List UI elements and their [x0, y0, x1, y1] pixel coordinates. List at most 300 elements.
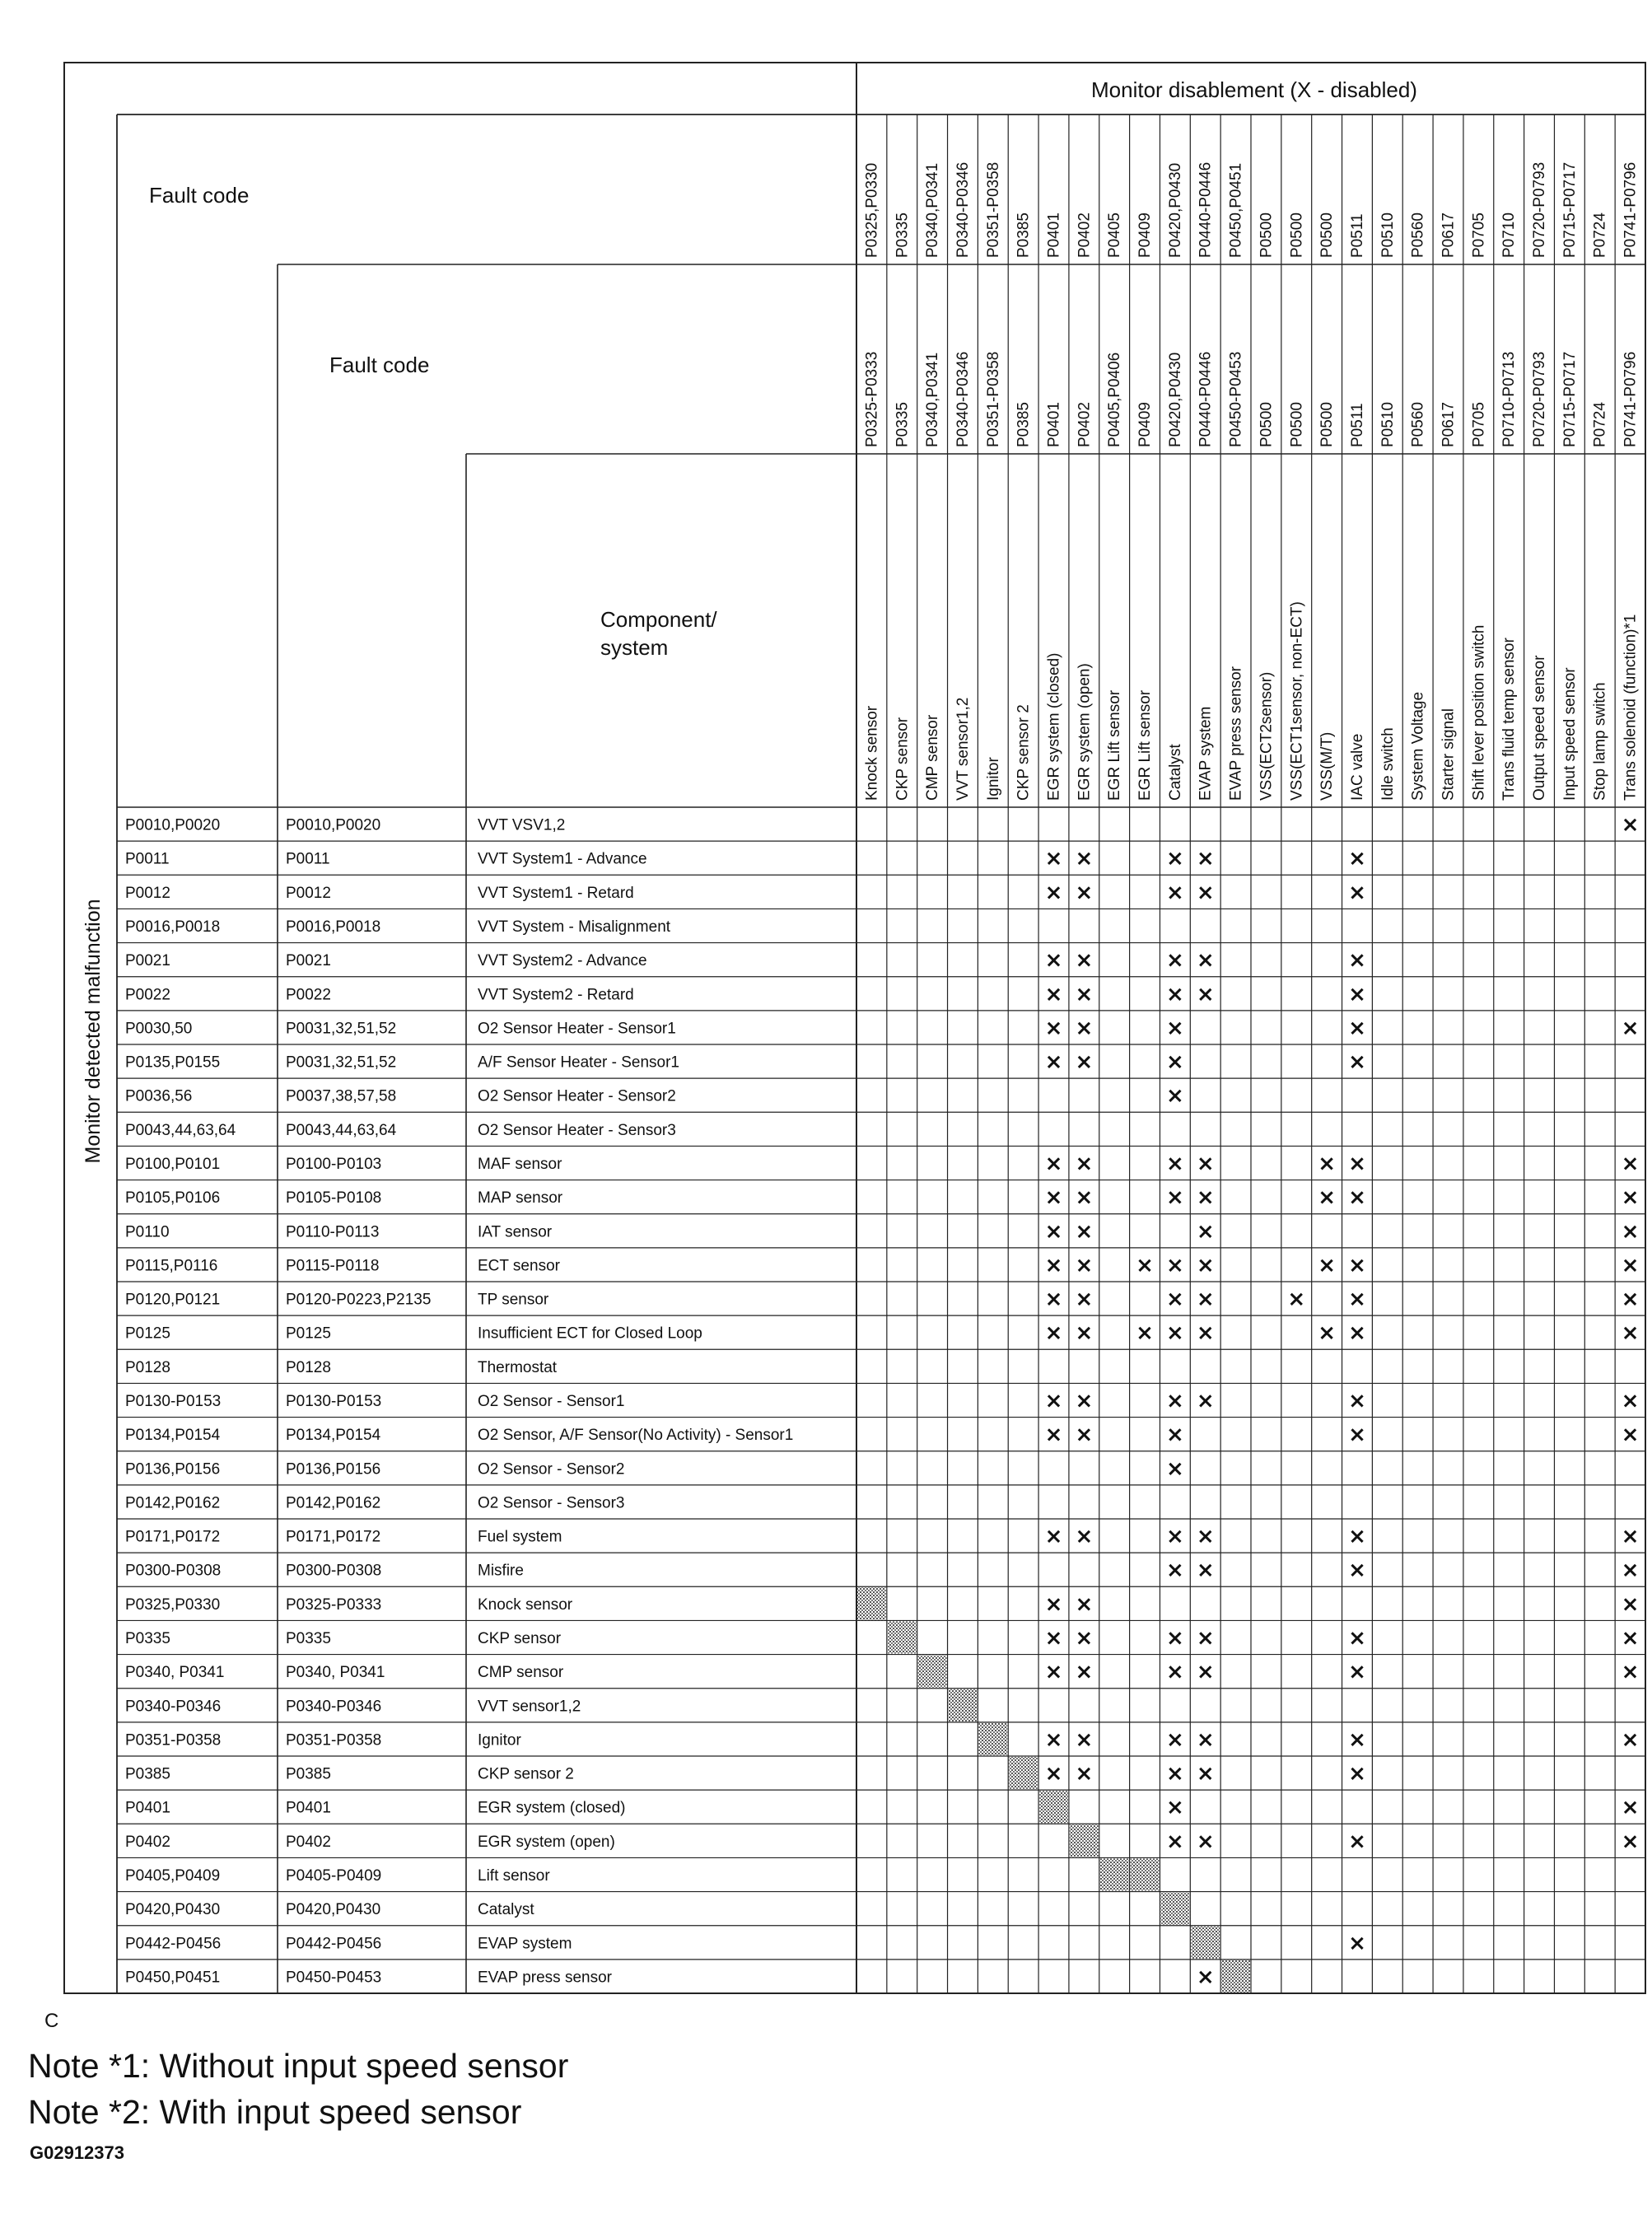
col-code2-16: P0500	[1318, 402, 1337, 447]
col-code2-26: P0741-P0796	[1622, 351, 1640, 447]
row-fault-code-2: P0130-P0153	[286, 1393, 382, 1410]
disabled-x-mark: ×	[1044, 1389, 1063, 1413]
disabled-x-mark: ×	[1196, 1152, 1215, 1176]
disabled-x-mark: ×	[1165, 1626, 1184, 1651]
table-row	[125, 1219, 1639, 1244]
disabled-x-mark: ×	[1165, 1253, 1184, 1278]
row-fault-code-2: P0402	[286, 1833, 331, 1851]
table-row	[125, 1927, 1366, 1959]
row-component: EVAP press sensor	[478, 1969, 612, 1987]
row-component: Misfire	[478, 1562, 524, 1580]
disabled-x-mark: ×	[1196, 1727, 1215, 1753]
row-component: O2 Sensor, A/F Sensor(No Activity) - Sensor1	[478, 1427, 794, 1445]
table-row	[125, 1558, 1639, 1583]
row-fault-code-2: P0335	[286, 1630, 331, 1647]
col-code2-4: P0340-P0346	[954, 351, 972, 447]
col-component-14: VSS(ECT2sensor)	[1258, 671, 1276, 801]
disabled-x-mark: ×	[1348, 1524, 1366, 1549]
disabled-x-mark: ×	[1165, 1456, 1184, 1482]
row-fault-code-2: P0115-P0118	[286, 1257, 380, 1275]
col-code2-25: P0724	[1591, 402, 1609, 447]
col-component-15: VSS(ECT1sensor, non-ECT)	[1288, 601, 1306, 801]
table-row	[125, 1050, 1366, 1075]
row-fault-code-1: P0442-P0456	[125, 1935, 222, 1953]
disabled-x-mark: ×	[1318, 1253, 1337, 1278]
disabled-x-mark: ×	[1318, 1185, 1337, 1211]
disabled-x-mark: ×	[1075, 1287, 1094, 1312]
disabled-x-mark: ×	[1044, 1422, 1063, 1448]
row-component: O2 Sensor - Sensor1	[478, 1393, 625, 1410]
col-code1-3: P0340,P0341	[924, 162, 942, 258]
row-component: VVT System - Misalignment	[478, 918, 671, 936]
disabled-x-mark: ×	[1348, 1727, 1366, 1753]
table-row	[125, 847, 1366, 871]
shaded-cell	[1221, 1960, 1250, 1992]
row-component: O2 Sensor Heater - Sensor2	[478, 1087, 676, 1105]
shaded-cell	[949, 1689, 978, 1721]
row-fault-code-2: P0016,P0018	[286, 918, 381, 936]
disabled-x-mark: ×	[1196, 1558, 1215, 1583]
disabled-x-mark: ×	[1196, 846, 1215, 871]
row-fault-code-1: P0130-P0153	[125, 1393, 222, 1410]
disabled-x-mark: ×	[1044, 1761, 1063, 1787]
row-component: VVT System2 - Advance	[478, 952, 647, 970]
row-fault-code-2: P0405-P0409	[286, 1867, 382, 1885]
row-fault-code-2: P0450-P0453	[286, 1969, 382, 1987]
row-fault-code-1: P0420,P0430	[125, 1901, 221, 1919]
col-code2-20: P0617	[1440, 402, 1458, 447]
col-code2-14: P0500	[1258, 402, 1276, 447]
col-code1-6: P0385	[1015, 213, 1033, 258]
disabled-x-mark: ×	[1196, 880, 1215, 905]
disabled-x-mark: ×	[1044, 1152, 1063, 1176]
row-component: Ignitor	[478, 1731, 521, 1750]
col-component-25: Stop lamp switch	[1591, 682, 1609, 801]
row-fault-code-2: P0105-P0108	[286, 1189, 382, 1208]
disabled-x-mark: ×	[1075, 1389, 1094, 1413]
col-component-2: CKP sensor	[894, 717, 912, 801]
row-fault-code-1: P0135,P0155	[125, 1053, 221, 1072]
col-code2-3: P0340,P0341	[924, 352, 942, 447]
col-component-10: EGR Lift sensor	[1136, 689, 1155, 801]
disabled-x-mark: ×	[1044, 982, 1063, 1007]
note-2: Note *2: With input speed sensor	[28, 2093, 522, 2131]
row-component: O2 Sensor - Sensor2	[478, 1460, 625, 1479]
disabled-x-mark: ×	[1621, 1626, 1640, 1651]
col-component-24: Input speed sensor	[1561, 667, 1579, 801]
disabled-x-mark: ×	[1621, 1389, 1640, 1413]
row-fault-code-2: P0125	[286, 1324, 331, 1343]
row-fault-code-1: P0385	[125, 1765, 170, 1783]
row-fault-code-2: P0340, P0341	[286, 1664, 385, 1682]
col-code2-24: P0715-P0717	[1561, 351, 1579, 447]
disabled-x-mark: ×	[1348, 982, 1366, 1007]
disabled-x-mark: ×	[1621, 1795, 1640, 1820]
disabled-x-mark: ×	[1621, 1829, 1640, 1854]
disabled-x-mark: ×	[1196, 1626, 1215, 1651]
disabled-x-mark: ×	[1621, 812, 1640, 838]
row-fault-code-1: P0351-P0358	[125, 1731, 222, 1750]
disabled-x-mark: ×	[1044, 1626, 1063, 1651]
disabled-x-mark: ×	[1044, 948, 1063, 974]
row-component: VVT System2 - Retard	[478, 986, 634, 1004]
row-fault-code-1: P0110	[125, 1223, 170, 1241]
col-code1-24: P0715-P0717	[1561, 161, 1579, 258]
row-fault-code-1: P0011	[125, 850, 170, 868]
disabled-x-mark: ×	[1318, 1320, 1337, 1346]
row-fault-code-2: P0021	[286, 952, 331, 970]
col-code1-8: P0402	[1076, 213, 1094, 258]
row-fault-code-2: P0325-P0333	[286, 1595, 382, 1614]
col-code2-9: P0405,P0406	[1106, 352, 1124, 447]
table-row	[125, 1656, 1639, 1688]
row-fault-code-1: P0100,P0101	[125, 1156, 221, 1173]
col-component-3: CMP sensor	[924, 714, 942, 801]
disabled-x-mark: ×	[1075, 1253, 1094, 1278]
table-row	[125, 948, 1366, 973]
row-fault-code-1: P0010,P0020	[125, 816, 221, 834]
row-fault-code-1: P0300-P0308	[125, 1562, 222, 1580]
disabled-x-mark: ×	[1621, 1016, 1640, 1041]
row-fault-code-2: P0134,P0154	[286, 1427, 381, 1445]
disabled-x-mark: ×	[1165, 1049, 1184, 1075]
disabled-x-mark: ×	[1196, 948, 1215, 974]
disabled-x-mark: ×	[1075, 1660, 1094, 1685]
col-code1-23: P0720-P0793	[1531, 161, 1549, 258]
monitor-disablement-title: Monitor disablement (X - disabled)	[1091, 77, 1417, 102]
row-fault-code-2: P0022	[286, 986, 331, 1004]
col-code1-21: P0705	[1470, 213, 1488, 258]
disabled-x-mark: ×	[1044, 1727, 1063, 1753]
disabled-x-mark: ×	[1621, 1152, 1640, 1176]
figure-code: G02912373	[30, 2142, 124, 2163]
row-fault-code-2: P0420,P0430	[286, 1901, 381, 1919]
row-fault-code-2: P0340-P0346	[286, 1698, 382, 1716]
disabled-x-mark: ×	[1165, 1083, 1184, 1109]
col-code1-1: P0325,P0330	[863, 162, 881, 258]
col-component-18: Idle switch	[1379, 727, 1397, 801]
row-fault-code-1: P0043,44,63,64	[125, 1121, 236, 1139]
row-fault-code-2: P0031,32,51,52	[286, 1053, 397, 1072]
disabled-x-mark: ×	[1196, 1185, 1215, 1211]
row-fault-code-2: P0351-P0358	[286, 1731, 382, 1750]
shaded-cell	[1039, 1791, 1068, 1823]
disabled-x-mark: ×	[1075, 846, 1094, 871]
col-code2-23: P0720-P0793	[1531, 351, 1549, 447]
disabled-x-mark: ×	[1075, 1016, 1094, 1041]
shaded-cell	[1131, 1858, 1160, 1890]
disabled-x-mark: ×	[1196, 982, 1215, 1007]
col-code1-10: P0409	[1136, 213, 1155, 258]
disabled-x-mark: ×	[1075, 1049, 1094, 1075]
disabled-x-mark: ×	[1621, 1727, 1640, 1753]
row-fault-code-2: P0120-P0223,P2135	[286, 1291, 432, 1309]
fault-code-label-second: Fault code	[329, 353, 430, 377]
row-fault-code-1: P0325,P0330	[125, 1595, 221, 1614]
disabled-x-mark: ×	[1165, 1761, 1184, 1787]
row-component: CKP sensor	[478, 1630, 562, 1647]
table-row	[125, 1791, 1639, 1823]
row-fault-code-2: P0012	[286, 884, 331, 902]
shaded-cell	[1160, 1893, 1189, 1925]
row-fault-code-1: P0030,50	[125, 1020, 193, 1038]
disabled-x-mark: ×	[1075, 1320, 1094, 1346]
col-component-21: Shift lever position switch	[1470, 624, 1488, 801]
col-code1-4: P0340-P0346	[954, 161, 972, 258]
row-fault-code-1: P0128	[125, 1358, 170, 1376]
disabled-x-mark: ×	[1621, 1660, 1640, 1685]
row-fault-code-1: P0450,P0451	[125, 1969, 221, 1987]
disabled-x-mark: ×	[1348, 880, 1366, 905]
col-code1-11: P0420,P0430	[1166, 162, 1184, 258]
row-fault-code-1: P0171,P0172	[125, 1528, 221, 1546]
disabled-x-mark: ×	[1165, 1524, 1184, 1549]
row-fault-code-1: P0401	[125, 1799, 170, 1817]
disabled-x-mark: ×	[1196, 1219, 1215, 1245]
disabled-x-mark: ×	[1196, 1964, 1215, 1990]
row-component: VVT System1 - Advance	[478, 850, 647, 868]
disabled-x-mark: ×	[1348, 1660, 1366, 1685]
col-code1-13: P0450,P0451	[1227, 162, 1245, 258]
row-fault-code-2: P0385	[286, 1765, 331, 1783]
row-component: EVAP system	[478, 1935, 572, 1953]
disabled-x-mark: ×	[1075, 880, 1094, 905]
row-fault-code-1: P0402	[125, 1833, 170, 1851]
table-row	[125, 1723, 1639, 1755]
disabled-x-mark: ×	[1348, 846, 1366, 871]
disabled-x-mark: ×	[1044, 1524, 1063, 1549]
disabled-x-mark: ×	[1196, 1253, 1215, 1278]
row-component: O2 Sensor - Sensor3	[478, 1494, 625, 1512]
disabled-x-mark: ×	[1196, 1320, 1215, 1346]
disabled-x-mark: ×	[1075, 1524, 1094, 1549]
component-system-label-line2: system	[600, 635, 669, 660]
col-code1-16: P0500	[1318, 213, 1337, 258]
disabled-x-mark: ×	[1621, 1253, 1640, 1278]
row-fault-code-2: P0136,P0156	[286, 1460, 381, 1479]
col-code1-22: P0710	[1500, 213, 1519, 258]
disabled-x-mark: ×	[1075, 982, 1094, 1007]
row-fault-code-1: P0105,P0106	[125, 1189, 221, 1208]
col-component-8: EGR system (open)	[1076, 663, 1094, 801]
table-row	[125, 1287, 1639, 1312]
col-code2-18: P0510	[1379, 402, 1397, 447]
disabled-x-mark: ×	[1075, 1727, 1094, 1753]
disabled-x-mark: ×	[1621, 1219, 1640, 1245]
col-component-13: EVAP press sensor	[1227, 666, 1245, 801]
disabled-x-mark: ×	[1196, 1761, 1215, 1787]
table-rows	[125, 813, 1639, 1992]
col-code1-18: P0510	[1379, 213, 1397, 258]
table-row	[125, 918, 671, 936]
table-row	[125, 1122, 676, 1139]
disabled-x-mark: ×	[1136, 1253, 1154, 1278]
row-component: Fuel system	[478, 1528, 562, 1546]
col-code2-22: P0710-P0713	[1500, 351, 1519, 447]
shaded-cell	[1070, 1824, 1099, 1857]
disabled-x-mark: ×	[1348, 1389, 1366, 1413]
disabled-x-mark: ×	[1348, 1761, 1366, 1787]
disabled-x-mark: ×	[1044, 1219, 1063, 1245]
row-component: MAF sensor	[478, 1156, 562, 1173]
col-component-6: CKP sensor 2	[1015, 704, 1033, 801]
row-fault-code-1: P0340-P0346	[125, 1698, 222, 1716]
disabled-x-mark: ×	[1165, 1422, 1184, 1448]
disabled-x-mark: ×	[1165, 1320, 1184, 1346]
col-component-9: EGR Lift sensor	[1106, 689, 1124, 801]
row-component: O2 Sensor Heater - Sensor1	[478, 1020, 676, 1038]
disabled-x-mark: ×	[1348, 1016, 1366, 1041]
col-code1-26: P0741-P0796	[1622, 161, 1640, 258]
shaded-cell	[857, 1587, 886, 1619]
row-component: Catalyst	[478, 1901, 534, 1919]
table-row	[125, 1858, 1159, 1890]
col-component-26: Trans solenoid (function)*1	[1622, 614, 1640, 801]
row-fault-code-1: P0136,P0156	[125, 1460, 221, 1479]
col-component-20: Starter signal	[1440, 708, 1458, 801]
disabled-x-mark: ×	[1075, 1591, 1094, 1617]
col-code1-14: P0500	[1258, 213, 1276, 258]
col-code1-25: P0724	[1591, 213, 1609, 258]
disabled-x-mark: ×	[1165, 948, 1184, 974]
shaded-cell	[1100, 1858, 1129, 1890]
col-component-19: System Voltage	[1409, 691, 1427, 801]
row-fault-code-2: P0011	[286, 850, 330, 868]
disabled-x-mark: ×	[1621, 1185, 1640, 1211]
disabled-x-mark: ×	[1348, 1049, 1366, 1075]
row-fault-code-2: P0401	[286, 1799, 331, 1817]
row-fault-code-2: P0110-P0113	[286, 1223, 380, 1241]
col-code2-8: P0402	[1076, 402, 1094, 447]
col-component-17: IAC valve	[1348, 733, 1366, 801]
disabled-x-mark: ×	[1348, 1422, 1366, 1448]
disabled-x-mark: ×	[1348, 948, 1366, 974]
disabled-x-mark: ×	[1165, 1287, 1184, 1312]
row-fault-code-2: P0100-P0103	[286, 1156, 382, 1173]
disabled-x-mark: ×	[1044, 1253, 1063, 1278]
col-component-7: EGR system (closed)	[1045, 652, 1063, 801]
disabled-x-mark: ×	[1165, 1829, 1184, 1854]
row-component: Lift sensor	[478, 1867, 550, 1885]
row-component: EGR system (open)	[478, 1833, 615, 1851]
table-row	[125, 1824, 1639, 1857]
table-row	[125, 1757, 1366, 1789]
col-code2-12: P0440-P0446	[1197, 351, 1215, 447]
col-code1-7: P0401	[1045, 213, 1063, 258]
disabled-x-mark: ×	[1044, 1591, 1063, 1617]
disabled-x-mark: ×	[1165, 982, 1184, 1007]
table-row	[125, 1422, 1639, 1447]
row-fault-code-1: P0012	[125, 884, 170, 902]
disabled-x-mark: ×	[1044, 846, 1063, 871]
disabled-x-mark: ×	[1165, 846, 1184, 871]
disabled-x-mark: ×	[1165, 1558, 1184, 1583]
table-row	[125, 1525, 1639, 1549]
component-system-label-line1: Component/	[600, 607, 717, 632]
table-row	[125, 1893, 1189, 1925]
col-component-4: VVT sensor1,2	[954, 697, 972, 801]
table-row	[125, 1494, 624, 1511]
disabled-x-mark: ×	[1348, 1558, 1366, 1583]
disabled-x-mark: ×	[1196, 1524, 1215, 1549]
disabled-x-mark: ×	[1348, 1829, 1366, 1854]
disabled-x-mark: ×	[1196, 1660, 1215, 1685]
disabled-x-mark: ×	[1044, 1287, 1063, 1312]
disabled-x-mark: ×	[1621, 1320, 1640, 1346]
col-code2-5: P0351-P0358	[984, 351, 1002, 447]
row-component: IAT sensor	[478, 1223, 553, 1241]
col-code2-2: P0335	[894, 402, 912, 447]
disabled-x-mark: ×	[1318, 1152, 1337, 1176]
row-fault-code-2: P0442-P0456	[286, 1935, 382, 1953]
table-row	[125, 1016, 1639, 1040]
disabled-x-mark: ×	[1348, 1931, 1366, 1956]
disabled-x-mark: ×	[1044, 1049, 1063, 1075]
col-component-23: Output speed sensor	[1531, 655, 1549, 801]
disabled-x-mark: ×	[1075, 1152, 1094, 1176]
disabled-x-mark: ×	[1621, 1558, 1640, 1583]
table-row	[125, 1621, 1639, 1653]
col-component-11: Catalyst	[1166, 744, 1184, 801]
col-code1-2: P0335	[894, 213, 912, 258]
shaded-cell	[888, 1621, 917, 1653]
col-code2-10: P0409	[1136, 402, 1155, 447]
disabled-x-mark: ×	[1075, 1761, 1094, 1787]
row-component: VVT VSV1,2	[478, 816, 566, 834]
disabled-x-mark: ×	[1196, 1287, 1215, 1312]
disabled-x-mark: ×	[1348, 1287, 1366, 1312]
row-fault-code-1: P0142,P0162	[125, 1494, 221, 1512]
col-code2-1: P0325-P0333	[863, 351, 881, 447]
row-fault-code-1: P0340, P0341	[125, 1664, 225, 1682]
disabled-x-mark: ×	[1165, 1185, 1184, 1211]
disabled-x-mark: ×	[1136, 1320, 1154, 1346]
row-fault-code-2: P0031,32,51,52	[286, 1020, 397, 1038]
row-component: O2 Sensor Heater - Sensor3	[478, 1121, 676, 1139]
row-component: VVT sensor1,2	[478, 1698, 581, 1716]
table-row	[125, 1321, 1639, 1346]
table-row	[125, 1253, 1639, 1278]
col-code2-17: P0511	[1348, 403, 1366, 447]
side-label-monitor-detected: Monitor detected malfunction	[82, 899, 105, 1164]
footnote-mark: C	[44, 2010, 59, 2032]
disabled-x-mark: ×	[1196, 1389, 1215, 1413]
disabled-x-mark: ×	[1165, 1795, 1184, 1820]
shaded-cell	[1191, 1927, 1220, 1959]
col-component-16: VSS(M/T)	[1318, 731, 1337, 801]
disabled-x-mark: ×	[1165, 1016, 1184, 1041]
row-fault-code-1: P0036,56	[125, 1087, 193, 1105]
row-fault-code-1: P0021	[125, 952, 170, 970]
row-fault-code-1: P0016,P0018	[125, 918, 221, 936]
disabled-x-mark: ×	[1075, 1219, 1094, 1245]
col-component-12: EVAP system	[1197, 706, 1215, 801]
col-code2-15: P0500	[1288, 402, 1306, 447]
row-component: TP sensor	[478, 1291, 549, 1309]
row-fault-code-2: P0043,44,63,64	[286, 1121, 397, 1139]
disabled-x-mark: ×	[1165, 880, 1184, 905]
shaded-cell	[918, 1656, 947, 1688]
table-row	[125, 1689, 977, 1721]
row-fault-code-2: P0128	[286, 1358, 331, 1376]
table-row	[125, 1185, 1639, 1210]
row-fault-code-2: P0010,P0020	[286, 816, 381, 834]
row-fault-code-1: P0134,P0154	[125, 1427, 221, 1445]
table-row	[125, 1084, 1184, 1109]
disabled-x-mark: ×	[1044, 1320, 1063, 1346]
notes-block	[28, 2043, 568, 2135]
col-code2-7: P0401	[1045, 402, 1063, 447]
